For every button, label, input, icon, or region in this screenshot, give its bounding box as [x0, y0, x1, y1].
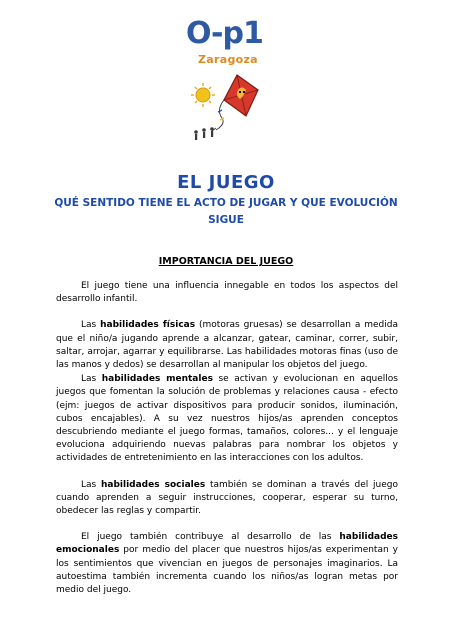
op1-zaragoza-logo — [186, 14, 268, 66]
paragraph-emotional-skills: El juego también contribuye al desarrollo de las habilidades emocionales por medio del placer que nuestros hijos/as experimentan y los sentimientos que vivencian en juegos de personajes imaginarios. La autoestima también incrementa cuando los niños/as logran metas por medio del juego. — [56, 532, 398, 596]
body-text — [56, 280, 398, 610]
bold-emotional-skills: habilidades emocionales — [56, 532, 398, 556]
bold-physical-skills: habilidades físicas — [100, 320, 196, 331]
bold-social-skills: habilidades sociales — [100, 479, 206, 490]
document-title: EL JUEGO — [177, 172, 275, 193]
section-heading: IMPORTANCIA DEL JUEGO — [158, 256, 294, 267]
kite-shape — [224, 75, 258, 116]
paragraph-social-skills: Las habilidades sociales también se dominan a través del juego cuando aprenden a seguir instrucciones, cooperar, esperar su turno, obedecer las reglas y compartir. — [56, 479, 398, 517]
children-icon — [194, 127, 216, 140]
document-subtitle: QUÉ SENTIDO TIENE EL ACTO DE JUGAR Y QUE EVOLUCIÓN SIGUE — [54, 197, 398, 226]
paragraph-intro: El juego tiene una influencia innegable en todos los aspectos del desarrollo infantil. — [56, 281, 398, 305]
kite-icon — [186, 70, 266, 146]
logo-text: O-p1 — [186, 15, 263, 51]
sun-icon — [191, 83, 215, 107]
logo-subtitle: Zaragoza — [198, 53, 258, 66]
paragraph-mental-skills: Las habilidades mentales se activan y evolucionan en aquellos juegos que fomentan la solución de problemas y relaciones causa - efecto (ejm: juegos de activar dispositivos para producir sonidos, iluminación, cubos encajables). A su vez nuestros hijos/as aprenden conceptos descubriendo mediante el juego formas, tamaños, colores... y el lenguaje evoluciona adquiriendo nuevas palabras para nombrar los objetos y actividades de entretenimiento en las interacciones con los adultos. — [56, 374, 398, 464]
bold-mental-skills: habilidades mentales — [101, 374, 213, 385]
paragraph-physical-skills: Las habilidades físicas (motoras gruesas) se desarrollan a medida que el niño/a jugando aprende a alcanzar, gatear, caminar, correr, subir, saltar, arrojar, agarrar y equilibrarse. Las habilidades motoras finas (uso de las manos y dedos) se desarrollan al manipular los objetos del juego. — [56, 320, 398, 371]
